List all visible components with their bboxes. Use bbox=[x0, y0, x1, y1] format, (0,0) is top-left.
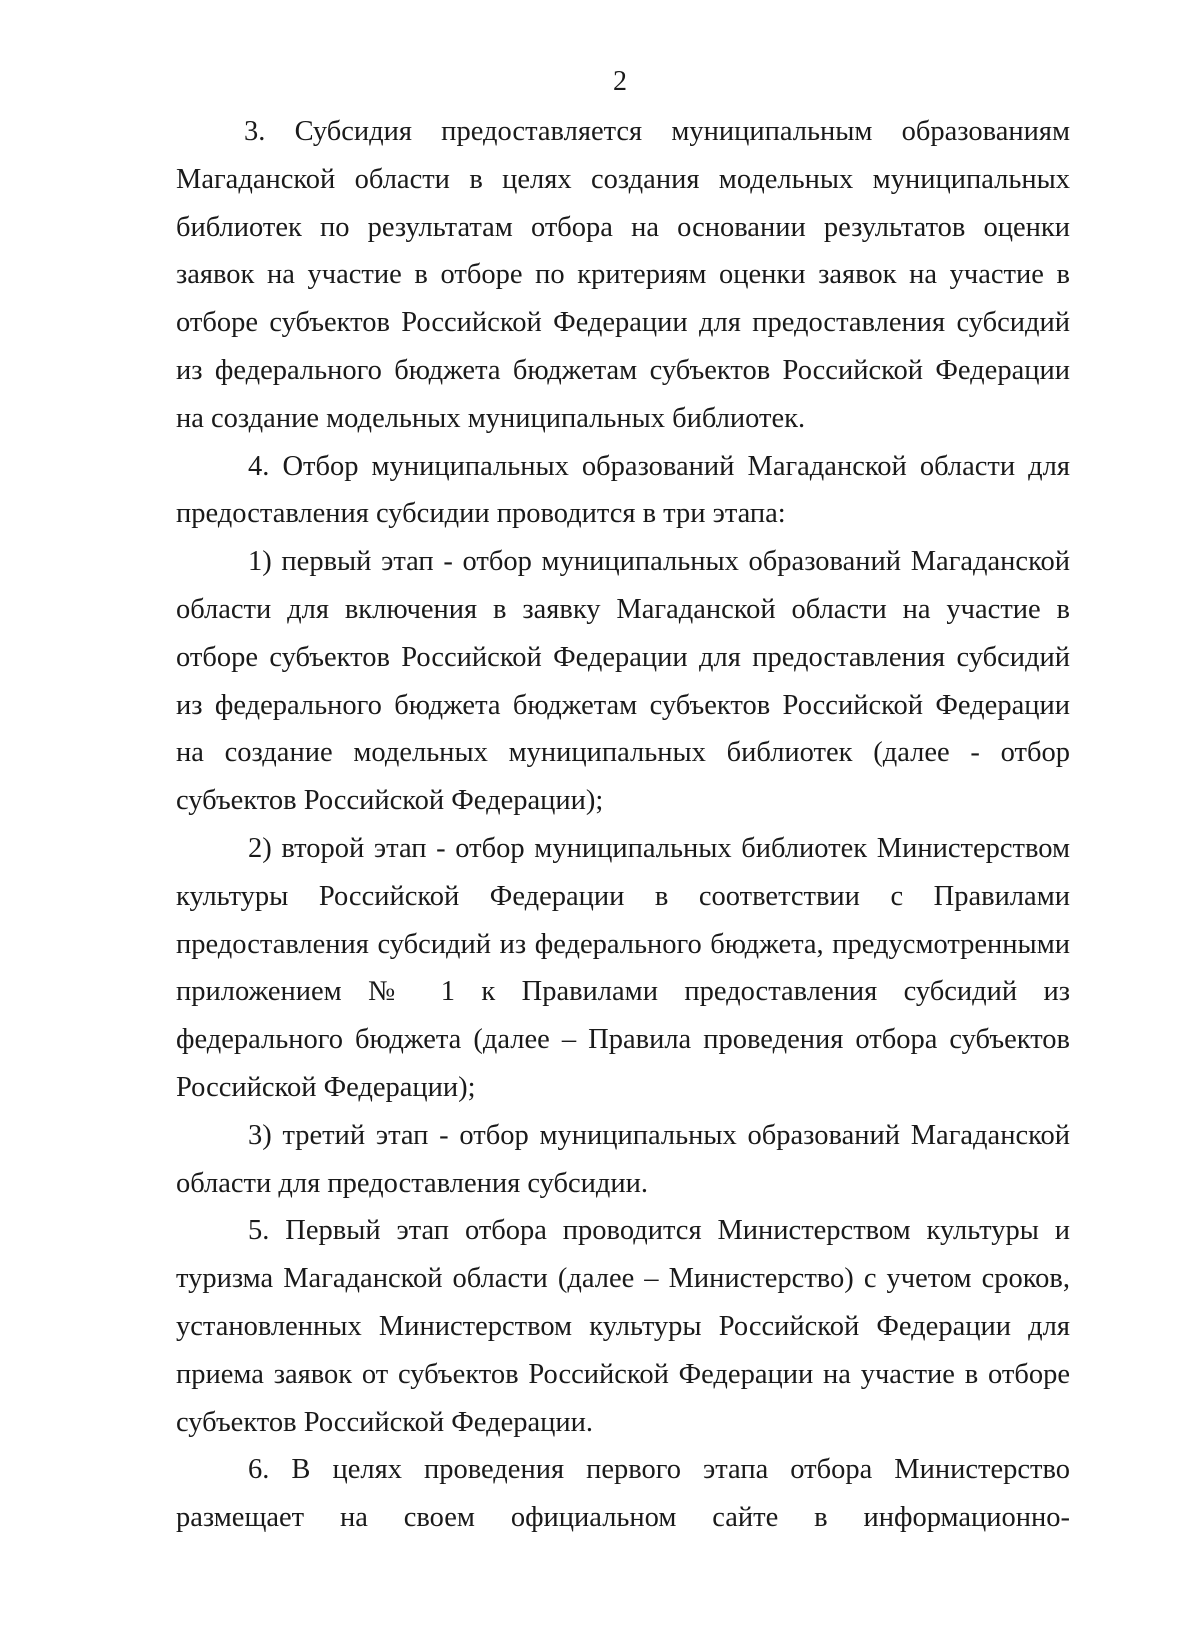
paragraph-4-item-2: 2) второй этап - отбор муниципальных библиотек Министерством культуры Российской Федерации в соответствии с Правилами предоставления субсидий из федерального бюджета, предусмотренными приложением № 1 к Правилами предоставления субсидий из федерального бюджета (далее – Правила проведения отбора субъектов Российской Федерации); bbox=[176, 832, 1070, 1103]
paragraph-6: 6. В целях проведения первого этапа отбора Министерство размещает на своем официальном сайте в информационно- bbox=[176, 1454, 1070, 1534]
paragraph-3: 3. Субсидия предоставляется муниципальным образованиям Магаданской области в целях создания модельных муниципальных библиотек по результатам отбора на основании результатов оценки заявок на участие в отборе по критериям оценки заявок на участие в отборе субъектов Российской Федерации для предоставления субсидий из федерального бюджета бюджетам субъектов Российской Федерации на создание модельных муниципальных библиотек. bbox=[176, 116, 1070, 434]
paragraph-4-item-1: 1) первый этап - отбор муниципальных образований Магаданской области для включения в заявку Магаданской области на участие в отборе субъектов Российской Федерации для предоставления субсидий из федерального бюджета бюджетам субъектов Российской Федерации на создание модельных муниципальных библиотек (далее - отбор субъектов Российской Федерации); bbox=[176, 546, 1070, 817]
page-number: 2 bbox=[613, 66, 627, 97]
paragraph-4-item-3: 3) третий этап - отбор муниципальных образований Магаданской области для предоставления субсидии. bbox=[176, 1119, 1070, 1199]
document-body bbox=[176, 108, 1070, 1590]
paragraph-4: 4. Отбор муниципальных образований Магаданской области для предоставления субсидии проводится в три этапа: bbox=[176, 450, 1070, 530]
paragraph-5: 5. Первый этап отбора проводится Министерством культуры и туризма Магаданской области (далее – Министерство) с учетом сроков, установленных Министерством культуры Российской Федерации для приема заявок от субъектов Российской Федерации на участие в отборе субъектов Российской Федерации. bbox=[176, 1215, 1070, 1438]
